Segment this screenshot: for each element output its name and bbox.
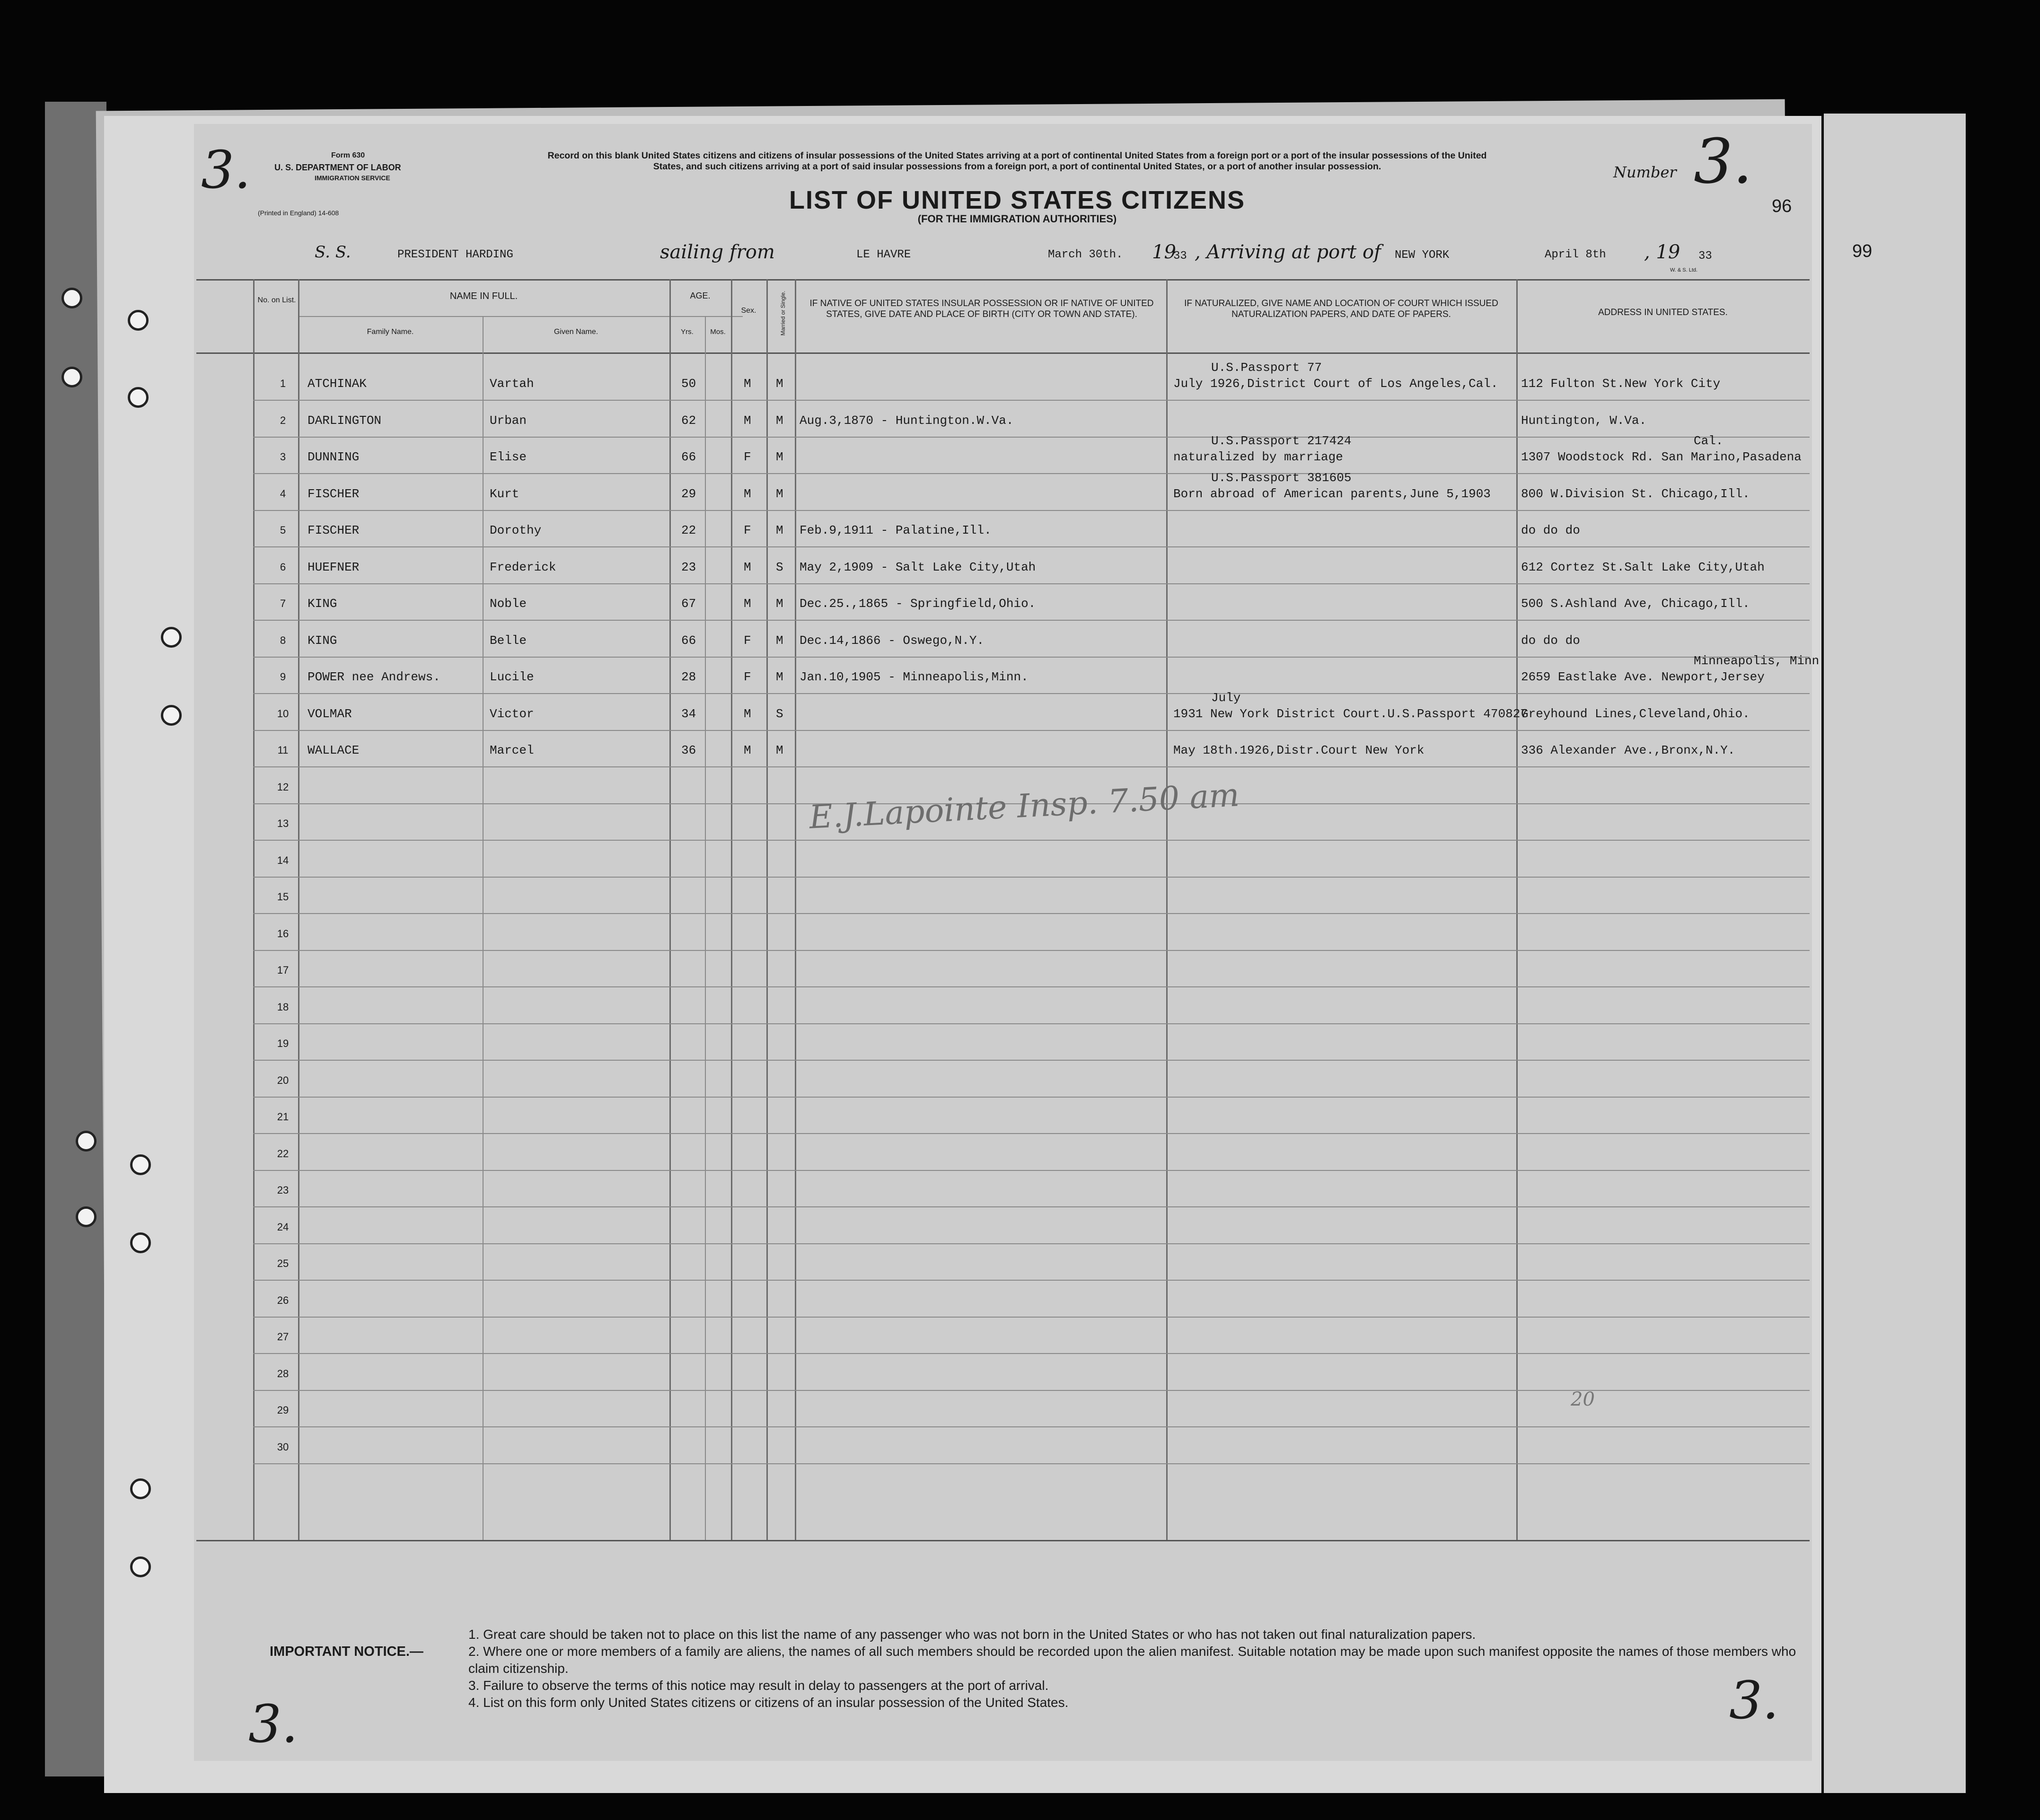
row-number: 8: [280, 634, 286, 646]
row-number: 22: [277, 1147, 289, 1160]
row-number: 1: [280, 378, 286, 389]
cell-nat: Born abroad of American parents,June 5,1903: [1173, 486, 1491, 501]
printed-note: (Printed in England) 14-608: [258, 209, 339, 217]
cell-nat: May 18th.1926,Distr.Court New York: [1173, 743, 1424, 757]
cell-address: 112 Fulton St.New York City: [1521, 377, 1721, 391]
row-number: 21: [277, 1111, 289, 1123]
table-row: [0, 1354, 2040, 1391]
cell-nat: 1931 New York District Court.U.S.Passport 470827: [1173, 706, 1528, 721]
cell-yrs: 29: [681, 486, 696, 501]
form-instruction: Record on this blank United States citizens and citizens of insular possessions of the United States arriving at a port of continental United States from a foreign port or a port of the insular possessions of the United States, and such citizens arriving at a port of said insular possessions from a foreign port, a port of continental United States, or a port of another insular possession.: [547, 150, 1487, 172]
cell-given: Marcel: [490, 743, 534, 757]
cell-yrs: 34: [681, 706, 696, 721]
header-married-single: Married or Single.: [780, 290, 786, 336]
cell-family: FISCHER: [308, 486, 360, 501]
cell-yrs: 66: [681, 633, 696, 648]
cell-birth: Aug.3,1870 - Huntington.W.Va.: [800, 413, 1014, 428]
row-number: 23: [277, 1184, 289, 1196]
cell-marital: S: [776, 706, 783, 721]
table-row: [0, 1391, 2040, 1428]
year-to: 33: [1698, 250, 1712, 263]
cell-marital: M: [776, 597, 783, 611]
table-bottom-border: [196, 1540, 1810, 1541]
sailing-label: sailing from: [660, 241, 775, 263]
cell-given: Victor: [490, 706, 534, 721]
table-row: [0, 654, 2040, 695]
cell-given: Frederick: [490, 560, 556, 574]
row-number: 30: [277, 1441, 289, 1453]
table-row: [0, 1281, 2040, 1318]
cell-yrs: 22: [681, 523, 696, 537]
row-number: 4: [280, 487, 286, 500]
row-number: 11: [277, 744, 289, 756]
notice-item: 3. Failure to observe the terms of this notice may result in delay to passengers at the port of arrival.: [468, 1678, 1049, 1693]
header-given-name: Given Name.: [554, 328, 598, 336]
margin-mark: 20: [1571, 1389, 1595, 1410]
cell-birth: Dec.14,1866 - Oswego,N.Y.: [800, 633, 985, 648]
cell-sex: M: [744, 743, 751, 757]
notice-item: 1. Great care should be taken not to place on this list the name of any passenger who was not born in the United States or who has not taken out final naturalization papers.: [468, 1627, 1476, 1642]
year-from-prefix: 19: [1152, 241, 1176, 263]
header-birth: IF NATIVE OF UNITED STATES INSULAR POSSESSION OR IF NATIVE OF UNITED STATES, GIVE DATE AND PLACE OF BIRTH (CITY OR TOWN AND STATE).: [809, 299, 1154, 319]
row-number: 6: [280, 561, 286, 573]
cell-yrs: 36: [681, 743, 696, 757]
cell-sex: M: [744, 597, 751, 611]
printer-mark: W. & S. Ltd.: [1670, 267, 1698, 273]
cell-yrs: 62: [681, 413, 696, 428]
table-row: [0, 584, 2040, 621]
binder-hole: [130, 1478, 151, 1499]
cell-birth: Jan.10,1905 - Minneapolis,Minn.: [800, 670, 1029, 684]
table-row: [0, 1098, 2040, 1134]
binder-hole: [128, 310, 149, 331]
arriving-label: , Arriving at port of: [1195, 241, 1381, 263]
sheet-number: 3.: [1694, 125, 1753, 197]
cell-nat-above: U.S.Passport 381605: [1211, 470, 1352, 485]
table-row: [0, 878, 2040, 914]
cell-marital: S: [776, 560, 783, 574]
row-number: 13: [277, 818, 289, 829]
name-header-divider: [298, 316, 743, 317]
table-row: [0, 1244, 2040, 1281]
cell-birth: Feb.9,1911 - Palatine,Ill.: [800, 523, 992, 537]
cell-sex: M: [744, 560, 751, 574]
cell-given: Urban: [490, 413, 527, 428]
cell-yrs: 50: [681, 377, 696, 391]
year-to-prefix: , 19: [1644, 241, 1680, 263]
cell-marital: M: [776, 670, 783, 684]
table-row: [0, 621, 2040, 658]
cell-family: KING: [308, 633, 337, 648]
cell-yrs: 28: [681, 670, 696, 684]
cell-nat-above: U.S.Passport 77: [1211, 360, 1322, 375]
cell-address-above: Cal.: [1694, 434, 1723, 448]
row-number: 7: [280, 598, 286, 609]
row-number: 29: [277, 1404, 289, 1416]
cell-family: POWER nee Andrews.: [308, 670, 440, 684]
cell-marital: M: [776, 413, 783, 428]
cell-given: Kurt: [490, 486, 519, 501]
table-row: [0, 731, 2040, 768]
row-number: 14: [277, 854, 289, 866]
form-subtitle: (FOR THE IMMIGRATION AUTHORITIES): [917, 213, 1117, 225]
cell-given: Lucile: [490, 670, 534, 684]
table-row: [0, 1208, 2040, 1245]
date-to: April 8th: [1545, 248, 1606, 261]
cell-given: Noble: [490, 597, 527, 611]
header-sex: Sex.: [741, 307, 756, 315]
notice-item: 2. Where one or more members of a family are aliens, the names of all such members should be recorded upon the alien manifest. Suitable notation may be made upon such manifest opposite the names of those members who claim citizenship.: [468, 1644, 1796, 1676]
row-number: 20: [277, 1074, 289, 1086]
cell-yrs: 66: [681, 450, 696, 464]
table-row: [0, 1024, 2040, 1061]
form-title: LIST OF UNITED STATES CITIZENS: [789, 186, 1245, 214]
cell-nat-above: U.S.Passport 217424: [1211, 434, 1352, 448]
header-years: Yrs.: [681, 328, 694, 336]
table-row: [0, 548, 2040, 585]
row-number: 3: [280, 451, 286, 463]
cell-address: do do do: [1521, 633, 1580, 648]
cell-address: 2659 Eastlake Ave. Newport,Jersey: [1521, 670, 1765, 684]
cell-sex: M: [744, 706, 751, 721]
header-bottom-border: [196, 352, 1810, 354]
row-number: 18: [277, 1001, 289, 1013]
cell-address-above: Minneapolis, Minn: [1694, 654, 1820, 668]
table-row: [0, 914, 2040, 951]
notice-list: [468, 1626, 1817, 1711]
row-number: 25: [277, 1257, 289, 1269]
cell-family: KING: [308, 597, 337, 611]
cell-yrs: 23: [681, 560, 696, 574]
form-number: Form 630: [331, 151, 365, 159]
handwritten-sheet-number-bottom: 3.: [1729, 1670, 1779, 1731]
cell-given: Vartah: [490, 377, 534, 391]
port-from: LE HAVRE: [856, 248, 911, 261]
cell-birth: Dec.25.,1865 - Springfield,Ohio.: [800, 597, 1036, 611]
table-row: [0, 511, 2040, 548]
cell-given: Dorothy: [490, 523, 542, 537]
cell-marital: M: [776, 450, 783, 464]
cell-family: DUNNING: [308, 450, 360, 464]
cell-sex: M: [744, 486, 751, 501]
cell-sex: F: [744, 670, 751, 684]
table-top-border: [196, 279, 1810, 281]
row-number: 9: [280, 671, 286, 683]
department-name: U. S. DEPARTMENT OF LABOR: [274, 163, 401, 172]
service-name: IMMIGRATION SERVICE: [315, 174, 390, 182]
cell-marital: M: [776, 486, 783, 501]
notice-item: 4. List on this form only United States citizens or citizens of an insular possession of the United States.: [468, 1695, 1069, 1710]
header-months: Mos.: [710, 328, 726, 336]
cell-sex: F: [744, 633, 751, 648]
cell-marital: M: [776, 633, 783, 648]
cell-given: Elise: [490, 450, 527, 464]
cell-nat: July 1926,District Court of Los Angeles,Cal.: [1173, 377, 1498, 391]
cell-sex: F: [744, 523, 751, 537]
date-from: March 30th.: [1048, 248, 1123, 261]
inspector-signature: E.J.Lapointe Insp. 7.50 am: [808, 776, 1240, 836]
table-row: [0, 1061, 2040, 1098]
table-row: [0, 1318, 2040, 1354]
port-to: NEW YORK: [1395, 249, 1450, 262]
header-naturalization: IF NATURALIZED, GIVE NAME AND LOCATION OF COURT WHICH ISSUED NATURALIZATION PAPERS, AND DATE OF PAPERS.: [1184, 299, 1498, 319]
row-number: 5: [280, 524, 286, 536]
row-rule: [253, 1463, 1810, 1464]
notice-label: IMPORTANT NOTICE.—: [270, 1644, 423, 1659]
cell-marital: M: [776, 743, 783, 757]
table-row: [0, 988, 2040, 1025]
table-row: [0, 690, 2040, 731]
table-row: [0, 360, 2040, 401]
header-number: No. on List.: [257, 296, 296, 304]
header-name-in-full: NAME IN FULL.: [449, 291, 518, 301]
cell-family: DARLINGTON: [308, 413, 382, 428]
row-number: 17: [277, 964, 289, 976]
cell-marital: M: [776, 523, 783, 537]
page-number: 96: [1772, 196, 1792, 216]
cell-sex: F: [744, 450, 751, 464]
cell-address: 612 Cortez St.Salt Lake City,Utah: [1521, 560, 1765, 574]
row-number: 19: [277, 1037, 289, 1049]
binder-hole: [62, 288, 82, 308]
row-number: 12: [277, 781, 289, 793]
table-row: [0, 841, 2040, 878]
row-number: 24: [277, 1221, 289, 1233]
row-number: 26: [277, 1294, 289, 1306]
row-number: 10: [277, 707, 289, 720]
adjacent-page-number: 99: [1852, 241, 1873, 261]
cell-address: do do do: [1521, 523, 1580, 537]
table-row: [0, 401, 2040, 438]
row-number: 16: [277, 927, 289, 940]
cell-family: HUEFNER: [308, 560, 360, 574]
table-row: [0, 1134, 2040, 1171]
cell-address: 500 S.Ashland Ave, Chicago,Ill.: [1521, 597, 1750, 611]
row-number: 28: [277, 1367, 289, 1380]
year-from: 33: [1173, 250, 1187, 263]
cell-family: VOLMAR: [308, 706, 352, 721]
cell-address: 1307 Woodstock Rd. San Marino,Pasadena: [1521, 450, 1802, 464]
cell-marital: M: [776, 377, 783, 391]
table-row: [0, 434, 2040, 475]
row-number: 27: [277, 1331, 289, 1343]
cell-yrs: 67: [681, 597, 696, 611]
number-label: Number: [1613, 163, 1677, 181]
header-address: ADDRESS IN UNITED STATES.: [1598, 308, 1728, 317]
cell-nat-above: July: [1211, 690, 1241, 705]
handwritten-list-number-bottom: 3.: [248, 1694, 298, 1754]
cell-family: ATCHINAK: [308, 377, 367, 391]
cell-birth: May 2,1909 - Salt Lake City,Utah: [800, 560, 1036, 574]
table-row: [0, 1428, 2040, 1465]
header-age: AGE.: [690, 291, 711, 300]
cell-address: Huntington, W.Va.: [1521, 413, 1647, 428]
table-row: [0, 470, 2040, 511]
handwritten-list-number: 3.: [201, 140, 251, 200]
binder-hole: [130, 1556, 151, 1577]
ss-label: S. S.: [315, 243, 351, 262]
ship-name: PRESIDENT HARDING: [397, 248, 513, 261]
cell-given: Belle: [490, 633, 527, 648]
row-number: 15: [277, 891, 289, 903]
cell-family: WALLACE: [308, 743, 360, 757]
header-family-name: Family Name.: [367, 328, 414, 336]
cell-nat: naturalized by marriage: [1173, 450, 1343, 464]
cell-family: FISCHER: [308, 523, 360, 537]
cell-address: Greyhound Lines,Cleveland,Ohio.: [1521, 706, 1750, 721]
cell-address: 336 Alexander Ave.,Bronx,N.Y.: [1521, 743, 1735, 757]
table-row: [0, 1171, 2040, 1208]
cell-sex: M: [744, 377, 751, 391]
row-number: 2: [280, 414, 286, 426]
table-row: [0, 951, 2040, 988]
cell-sex: M: [744, 413, 751, 428]
cell-address: 800 W.Division St. Chicago,Ill.: [1521, 486, 1750, 501]
